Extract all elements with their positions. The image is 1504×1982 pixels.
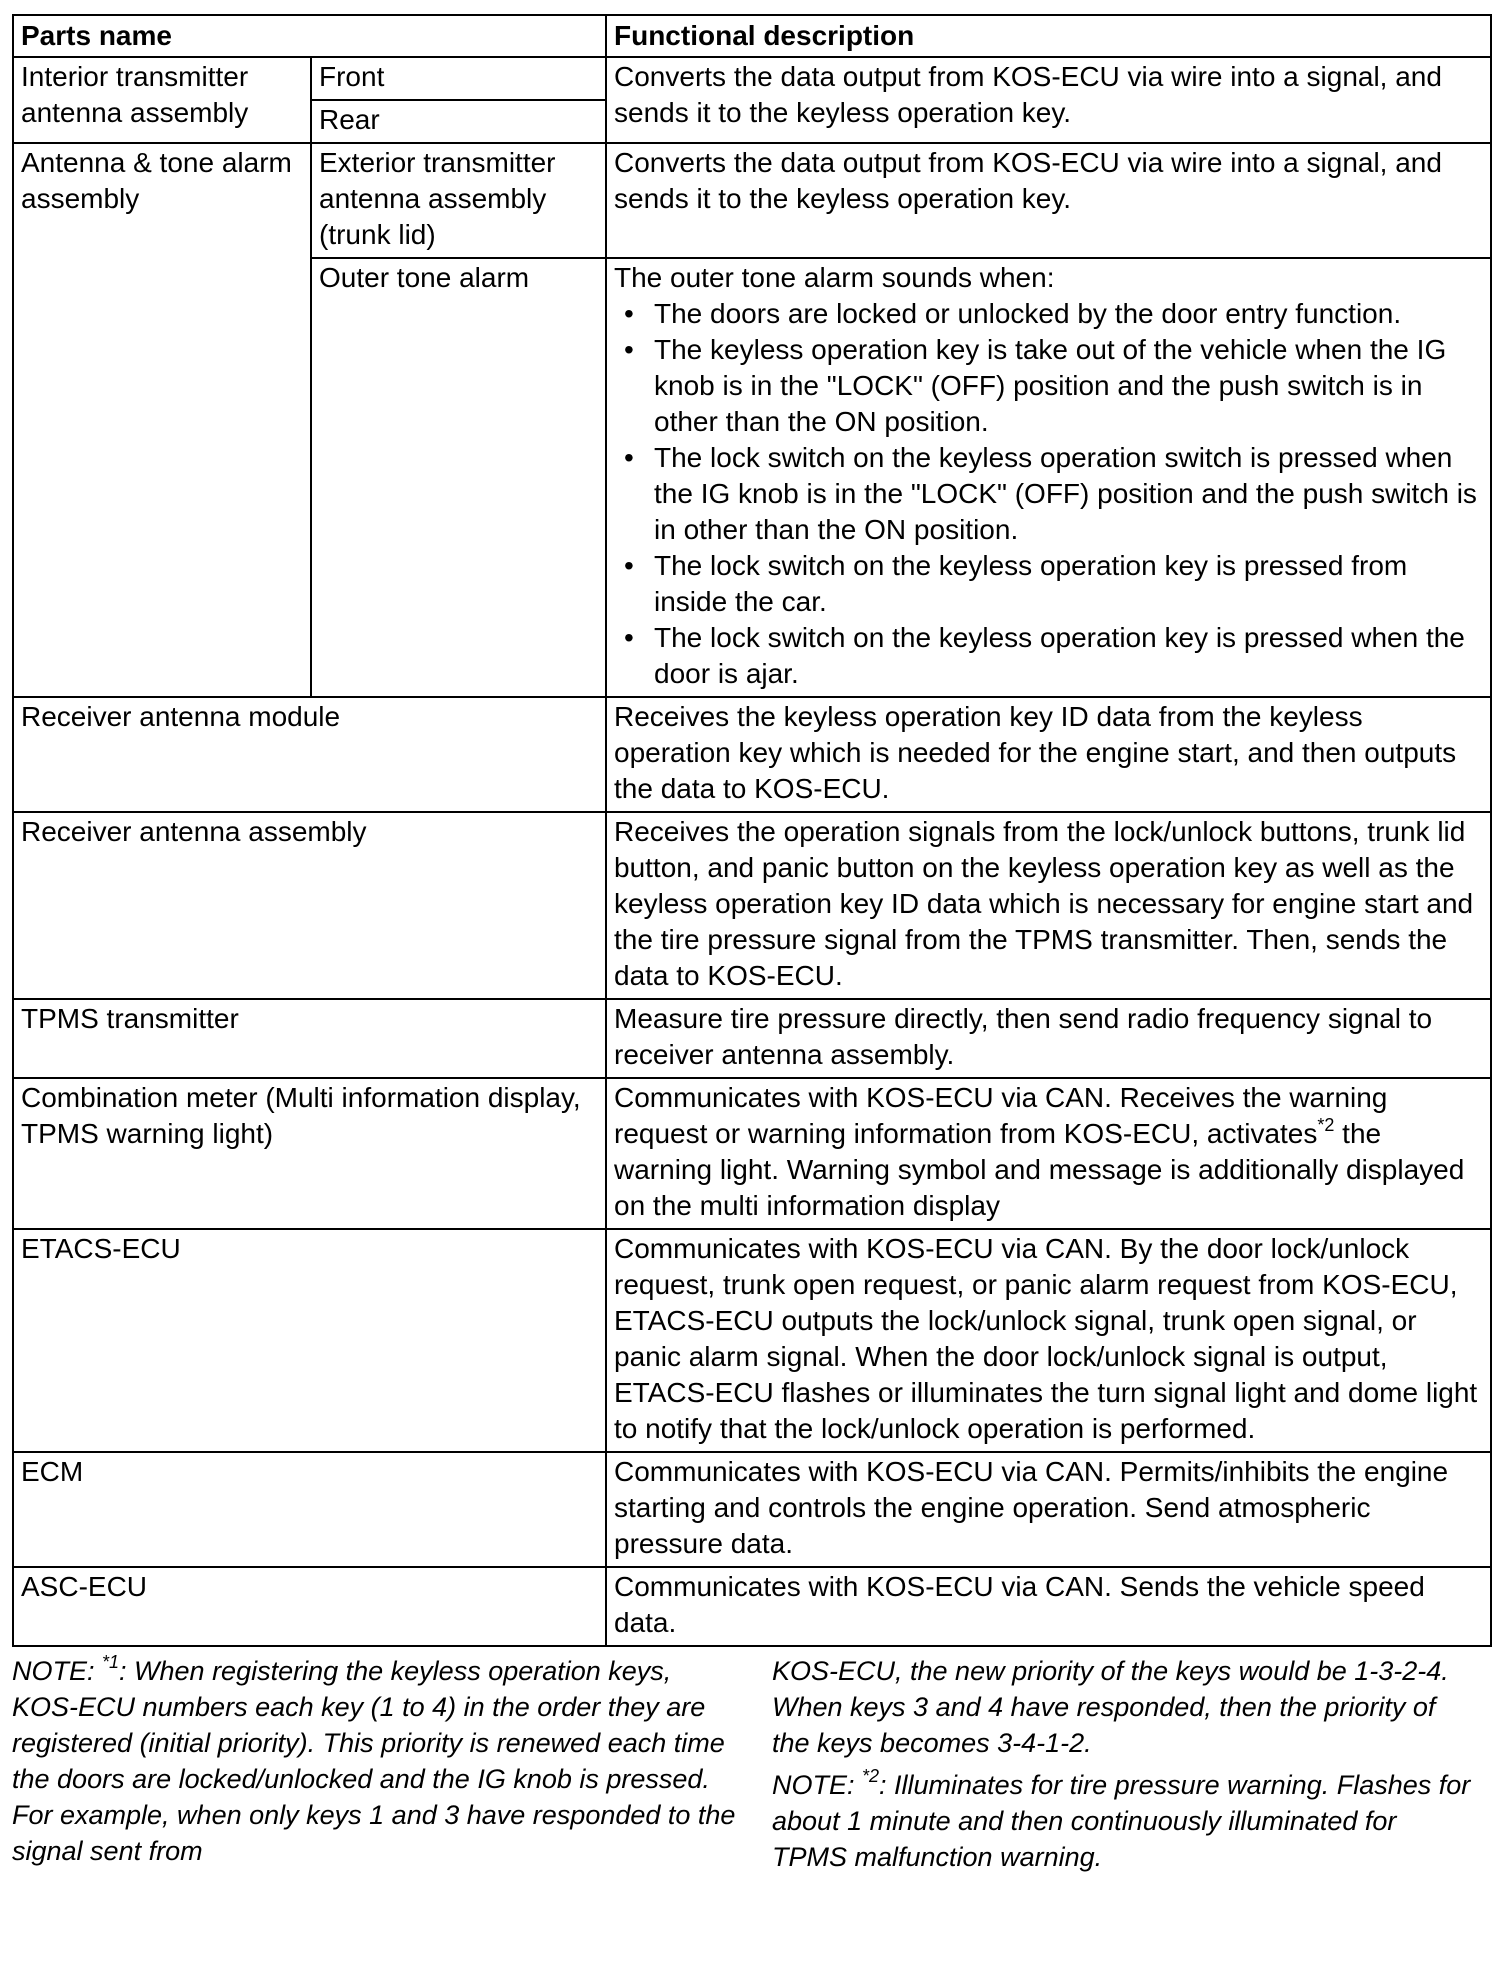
notes-section [12, 1653, 1490, 1875]
note-1-continued: KOS-ECU, the new priority of the keys would be 1-3-2-4. When keys 3 and 4 have responded, then the priority of the keys becomes 3-4-1-2. [772, 1656, 1449, 1758]
desc-etacs-ecu: Communicates with KOS-ECU via CAN. By the door lock/unlock request, trunk open request, or panic alarm request from KOS-ECU, ETACS-ECU outputs the lock/unlock signal, trunk open signal, or panic alarm signal. When the door lock/unlock signal is output, ETACS-ECU flashes or illuminates the turn signal light and dome light to notify that the lock/unlock operation is performed. [606, 1229, 1491, 1452]
note-2 [772, 1767, 1472, 1875]
desc-combination-meter [606, 1078, 1491, 1229]
sub-part-front: Front [311, 57, 606, 100]
note-1-ref: *1 [102, 1652, 120, 1672]
document-page [12, 14, 1490, 1875]
sub-part-outer-tone-alarm: Outer tone alarm [311, 258, 606, 697]
list-item: • The lock switch on the keyless operation key is pressed when the door is ajar. [654, 620, 1484, 692]
part-asc-ecu: ASC-ECU [13, 1567, 606, 1646]
note-1-text: : When registering the keyless operation keys, KOS-ECU numbers each key (1 to 4) in the order they are registered (initial priority). This priority is renewed each time the doors are locked/unlocked and the IG knob is pressed. For example, when only keys 1 and 3 have responded to the signal sent from [12, 1656, 736, 1866]
table-row [13, 57, 1491, 100]
list-item: • The doors are locked or unlocked by the door entry function. [654, 296, 1484, 332]
table-header-row [13, 15, 1491, 57]
desc-receiver-antenna-module: Receives the keyless operation key ID data from the keyless operation key which is needed for the engine start, and then outputs the data to KOS-ECU. [606, 697, 1491, 812]
part-ecm: ECM [13, 1452, 606, 1567]
list-item: • The lock switch on the keyless operation key is pressed from inside the car. [654, 548, 1484, 620]
part-interior-transmitter: Interior transmitter antenna assembly [13, 57, 311, 143]
part-antenna-tone-alarm: Antenna & tone alarm assembly [13, 143, 311, 697]
part-combination-meter: Combination meter (Multi information display, TPMS warning light) [13, 1078, 606, 1229]
desc-ecm: Communicates with KOS-ECU via CAN. Permits/inhibits the engine starting and controls the engine operation. Send atmospheric pressure data. [606, 1452, 1491, 1567]
part-tpms-transmitter: TPMS transmitter [13, 999, 606, 1078]
desc-combination-meter-b: the warning light. Warning symbol and message is additionally displayed on the multi information display [614, 1118, 1465, 1221]
desc-receiver-antenna-assembly: Receives the operation signals from the lock/unlock buttons, trunk lid button, and panic button on the keyless operation key as well as the keyless operation key ID data which is necessary for engine start and the tire pressure signal from the TPMS transmitter. Then, sends the data to KOS-ECU. [606, 812, 1491, 999]
parts-function-table [12, 14, 1492, 1647]
table-row [13, 1452, 1491, 1567]
part-receiver-antenna-assembly: Receiver antenna assembly [13, 812, 606, 999]
desc-outer-tone-alarm [606, 258, 1491, 697]
header-parts-name: Parts name [13, 15, 606, 57]
sub-part-rear: Rear [311, 100, 606, 143]
note-2-ref: *2 [862, 1766, 880, 1786]
sub-part-exterior-transmitter: Exterior transmitter antenna assembly (trunk lid) [311, 143, 606, 258]
table-row [13, 812, 1491, 999]
part-etacs-ecu: ETACS-ECU [13, 1229, 606, 1452]
list-item: • The lock switch on the keyless operation switch is pressed when the IG knob is in the "LOCK" (OFF) position and the push switch is in other than the ON position. [654, 440, 1484, 548]
table-row [13, 1229, 1491, 1452]
outer-tone-bullet-list [614, 296, 1484, 692]
list-item: • The keyless operation key is take out of the vehicle when the IG knob is in the "LOCK" (OFF) position and the push switch is in other than the ON position. [654, 332, 1484, 440]
notes-right-column [772, 1653, 1472, 1875]
part-receiver-antenna-module: Receiver antenna module [13, 697, 606, 812]
desc-exterior-transmitter: Converts the data output from KOS-ECU via wire into a signal, and sends it to the keyless operation key. [606, 143, 1491, 258]
header-functional-description: Functional description [606, 15, 1491, 57]
desc-interior-transmitter: Converts the data output from KOS-ECU via wire into a signal, and sends it to the keyless operation key. [606, 57, 1491, 143]
note-1 [12, 1653, 742, 1869]
table-row [13, 143, 1491, 258]
desc-tpms-transmitter: Measure tire pressure directly, then send radio frequency signal to receiver antenna assembly. [606, 999, 1491, 1078]
desc-asc-ecu: Communicates with KOS-ECU via CAN. Sends the vehicle speed data. [606, 1567, 1491, 1646]
note-1-label: NOTE: [12, 1656, 103, 1686]
outer-tone-intro: The outer tone alarm sounds when: [614, 262, 1055, 293]
footnote-ref-2: *2 [1317, 1115, 1335, 1135]
table-row [13, 1078, 1491, 1229]
table-row [13, 999, 1491, 1078]
note-2-text: : Illuminates for tire pressure warning. Flashes for about 1 minute and then continuously illuminated for TPMS malfunction warning. [772, 1770, 1471, 1872]
note-2-label: NOTE: [772, 1770, 863, 1800]
table-row [13, 1567, 1491, 1646]
note-1-left-column [12, 1653, 742, 1875]
desc-combination-meter-a: Communicates with KOS-ECU via CAN. Receives the warning request or warning information from KOS-ECU, activates [614, 1082, 1388, 1149]
table-row [13, 697, 1491, 812]
